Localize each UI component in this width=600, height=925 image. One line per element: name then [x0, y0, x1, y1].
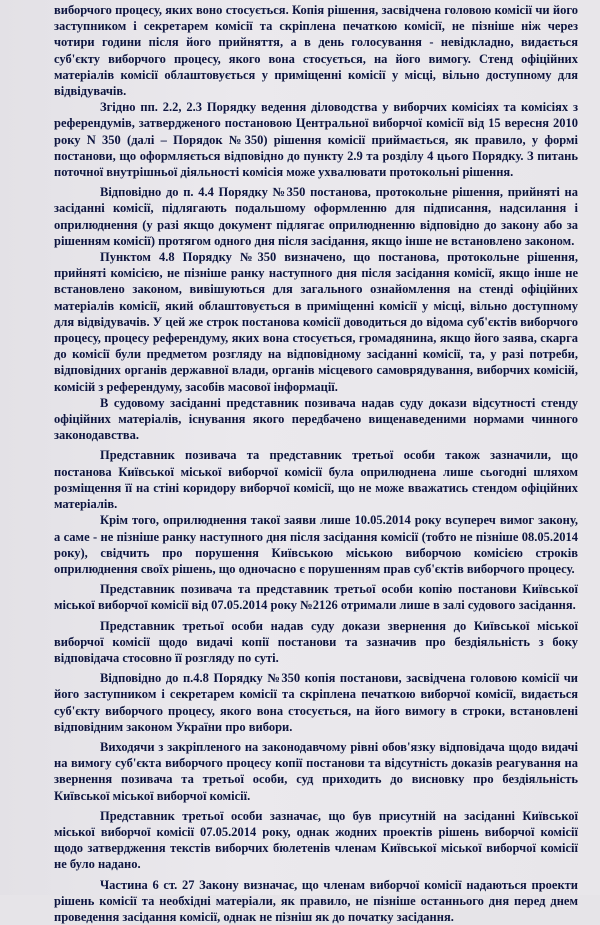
paragraph-10: Відповідно до п.4.8 Порядку №350 копія постанови, засвідчена головою комісії чи його заступником і секретарем комісії та скріплена печаткою виборчої комісії, видається суб'єкту виборчого процесу, якого вона стосується, на його вимогу в строки, встановлені відповідним законом України про вибори. [54, 671, 578, 734]
paragraph-2: Згідно пп. 2.2, 2.3 Порядку ведення діловодства у виборчих комісіях та комісіях з референдумів, затвердженого постановою Центральної виборчої комісії від 15 вересня 2010 року N 350 (далі – Порядок №350) рішення комісії приймається, як правило, у формі постанови, що оформляється відповідно до пункту 2.9 та розділу 4 цього Порядку. З питань поточної внутрішньої діяльності комісія може ухвалювати протокольні рішення. [54, 100, 578, 180]
paragraph-13: Частина 6 ст. 27 Закону визначає, що членам виборчої комісії надаються проекти рішень комісії та необхідні матеріали, як правило, не пізніше останнього дня перед днем проведення засідання комісії, однак не пізніш як до початку засідання. [54, 877, 578, 924]
paragraph-6: Представник позивача та представник третьої особи також зазначили, що постанова Київської міської виборчої комісії була оприлюднена лише сьогодні шляхом розміщення її на стіні коридору виборчої комісії, що не може вважатись стендом офіційних матеріалів. [54, 448, 578, 512]
paragraph-4: Пунктом 4.8 Порядку №350 визначено, що постанова, протокольне рішення, прийняті комісією, не пізніше ранку наступного дня після засідання комісії, якщо інше не встановлено законом, вивішуються для загального ознайомлення на стенді офіційних матеріалів комісії, який облаштовується в приміщенні комісії у місці, вільно доступному для відвідувачів. У цей же строк постанова комісії доводиться до відома суб'єктів виборчого процесу, процесу референдуму, яких вона стосується, громадянина, якщо його заява, скарга до комісії були предметом розгляду на відповідному засіданні комісії, та, у разі потреби, відповідних органів державної влади, органів місцевого самоврядування, виборчих комісій, комісій з референдуму, засобів масової інформації. [54, 250, 578, 394]
paragraph-1: виборчого процесу, яких воно стосується. Копія рішення, засвідчена головою комісії чи його заступником і секретарем комісії та скріплена печаткою комісії, не пізніше ніж через чотири години після його прийняття, а в день голосування - невідкладно, видається суб'єкту виборчого процесу, якого вона стосується, на його вимогу. Стенд офіційних матеріалів комісії облаштовується у приміщенні комісії у місці, вільно доступному для відвідувачів. [54, 3, 578, 99]
paragraph-8: Представник позивача та представник третьої особи копію постанови Київської міської виборчої комісії від 07.05.2014 року №2126 отримали лише в залі судового засідання. [54, 582, 578, 613]
paragraph-3: Відповідно до п. 4.4 Порядку №350 постанова, протокольне рішення, прийняті на засіданні комісії, підлягають подальшому оформленню для підписання, надсилання і оприлюднення (у разі якщо документ підлягає оприлюдненню відповідно до закону або за рішенням комісії) протягом одного дня після засідання, якщо інше не встановлено законом. [54, 185, 578, 248]
paragraph-5: В судовому засіданні представник позивача надав суду докази відсутності стенду офіційних матеріалів, існування якого передбачено вищенаведеними нормами чинного законодавства. [54, 395, 578, 443]
paragraph-11: Виходячи з закріпленого на законодавчому рівні обов'язку відповідача щодо видачі на вимогу суб'єкта виборчого процесу копії постанови та відсутність доказів реагування на звернення позивача та третьої особи, суд приходить до висновку про бездіяльність Київської міської виборчої комісії. [54, 739, 578, 803]
document-body [54, 2, 578, 925]
paragraph-7: Крім того, оприлюднення такої заяви лише 10.05.2014 року всупереч вимог закону, а саме - не пізніше ранку наступного дня після засідання комісії (тобто не пізніше 08.05.2014 року), свідчить про порушення Київською міською виборчою комісією строків оприлюднення своїх рішень, що одночасно є порушенням прав суб'єктів виборчого процесу. [54, 513, 578, 576]
paragraph-12: Представник третьої особи зазначає, що був присутній на засіданні Київської міської виборчої комісії 07.05.2014 року, однак жодних проектів рішень виборчої комісії щодо затвердження текстів виборчих бюлетенів членам Київської міської виборчої комісії не було надано. [54, 808, 578, 872]
paragraph-9: Представник третьої особи надав суду докази звернення до Київської міської виборчої комісії щодо видачі копії постанови та зазначив про бездіяльність з боку відповідача стосовно її розгляду по суті. [54, 618, 578, 665]
